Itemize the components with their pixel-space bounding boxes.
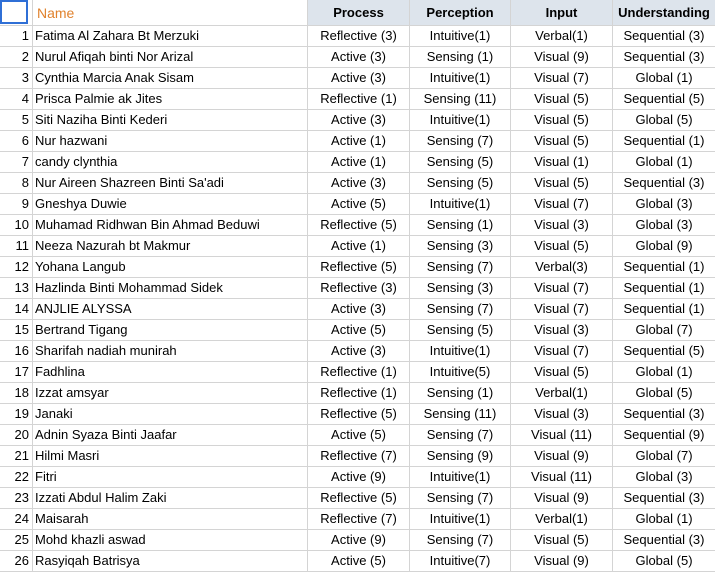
input-cell[interactable]: Visual (5) [511,362,613,383]
input-cell[interactable]: Verbal(1) [511,26,613,47]
process-cell[interactable]: Active (9) [308,467,410,488]
perception-cell[interactable]: Sensing (1) [410,215,511,236]
table-row [0,278,715,299]
table-row [0,530,715,551]
row-number-cell[interactable]: 25 [0,530,33,551]
table-row [0,320,715,341]
perception-cell[interactable]: Sensing (3) [410,278,511,299]
process-cell[interactable]: Reflective (1) [308,383,410,404]
row-number-cell[interactable]: 1 [0,26,33,47]
name-cell[interactable]: Mohd khazli aswad [33,530,308,551]
table-row [0,68,715,89]
understanding-cell[interactable]: Sequential (1) [613,278,715,299]
header-understanding-cell[interactable]: Understanding [613,0,715,26]
perception-cell[interactable]: Sensing (7) [410,530,511,551]
row-number-cell[interactable]: 26 [0,551,33,572]
input-cell[interactable]: Visual (5) [511,110,613,131]
understanding-cell[interactable]: Global (9) [613,236,715,257]
understanding-cell[interactable]: Sequential (5) [613,89,715,110]
row-number-cell[interactable]: 21 [0,446,33,467]
perception-cell[interactable]: Sensing (7) [410,299,511,320]
understanding-cell[interactable]: Sequential (3) [613,173,715,194]
name-cell[interactable]: Fatima Al Zahara Bt Merzuki [33,26,308,47]
input-cell[interactable]: Visual (7) [511,194,613,215]
understanding-cell[interactable]: Global (3) [613,467,715,488]
process-cell[interactable]: Reflective (1) [308,89,410,110]
input-cell[interactable]: Visual (9) [511,47,613,68]
name-cell[interactable]: Yohana Langub [33,257,308,278]
table-row [0,236,715,257]
process-cell[interactable]: Active (3) [308,299,410,320]
understanding-cell[interactable]: Sequential (9) [613,425,715,446]
input-cell[interactable]: Verbal(3) [511,257,613,278]
input-cell[interactable]: Visual (9) [511,488,613,509]
process-cell[interactable]: Active (1) [308,131,410,152]
perception-cell[interactable]: Intuitive(5) [410,362,511,383]
input-cell[interactable]: Visual (3) [511,320,613,341]
table-row [0,404,715,425]
table-row [0,26,715,47]
row-number-cell[interactable]: 14 [0,299,33,320]
row-number-cell[interactable]: 5 [0,110,33,131]
process-cell[interactable]: Reflective (5) [308,488,410,509]
perception-cell[interactable]: Intuitive(1) [410,467,511,488]
row-number-cell[interactable]: 12 [0,257,33,278]
process-cell[interactable]: Active (3) [308,110,410,131]
name-cell[interactable]: Fadhlina [33,362,308,383]
process-cell[interactable]: Active (9) [308,530,410,551]
table-row [0,341,715,362]
input-cell[interactable]: Visual (7) [511,68,613,89]
process-cell[interactable]: Active (1) [308,236,410,257]
row-number-cell[interactable]: 17 [0,362,33,383]
perception-cell[interactable]: Sensing (7) [410,425,511,446]
perception-cell[interactable]: Intuitive(1) [410,194,511,215]
row-number-cell[interactable]: 3 [0,68,33,89]
understanding-cell[interactable]: Global (5) [613,383,715,404]
row-number-cell[interactable]: 22 [0,467,33,488]
table-row [0,509,715,530]
understanding-cell[interactable]: Global (1) [613,152,715,173]
row-number-cell[interactable]: 8 [0,173,33,194]
understanding-cell[interactable]: Global (1) [613,362,715,383]
corner-cell[interactable] [0,0,33,26]
perception-cell[interactable]: Sensing (7) [410,488,511,509]
process-cell[interactable]: Reflective (3) [308,26,410,47]
table-row [0,131,715,152]
process-cell[interactable]: Active (3) [308,47,410,68]
input-cell[interactable]: Visual (5) [511,530,613,551]
header-perception-cell[interactable]: Perception [410,0,511,26]
process-cell[interactable]: Active (1) [308,152,410,173]
table-row [0,467,715,488]
process-cell[interactable]: Reflective (7) [308,446,410,467]
process-cell[interactable]: Reflective (3) [308,278,410,299]
table-body [0,26,715,572]
perception-cell[interactable]: Intuitive(1) [410,26,511,47]
process-cell[interactable]: Reflective (5) [308,215,410,236]
input-cell[interactable]: Visual (9) [511,446,613,467]
perception-cell[interactable]: Sensing (9) [410,446,511,467]
name-cell[interactable]: Prisca Palmie ak Jites [33,89,308,110]
understanding-cell[interactable]: Sequential (3) [613,404,715,425]
header-name-cell[interactable]: Name [33,0,308,26]
row-number-cell[interactable]: 10 [0,215,33,236]
row-number-cell[interactable]: 9 [0,194,33,215]
understanding-cell[interactable]: Sequential (3) [613,47,715,68]
understanding-cell[interactable]: Sequential (1) [613,131,715,152]
row-number-cell[interactable]: 16 [0,341,33,362]
row-number-cell[interactable]: 2 [0,47,33,68]
understanding-cell[interactable]: Global (1) [613,509,715,530]
perception-cell[interactable]: Sensing (1) [410,383,511,404]
name-cell[interactable]: Gneshya Duwie [33,194,308,215]
selected-cell-outline [0,0,28,24]
row-number-cell[interactable]: 4 [0,89,33,110]
input-cell[interactable]: Visual (7) [511,341,613,362]
perception-cell[interactable]: Intuitive(1) [410,341,511,362]
input-cell[interactable]: Visual (5) [511,173,613,194]
table-row [0,362,715,383]
name-cell[interactable]: Izzat amsyar [33,383,308,404]
input-cell[interactable]: Visual (9) [511,551,613,572]
table-row [0,89,715,110]
understanding-cell[interactable]: Sequential (3) [613,530,715,551]
header-row [0,0,715,26]
name-cell[interactable]: Sharifah nadiah munirah [33,341,308,362]
header-process-cell[interactable]: Process [308,0,410,26]
table-row [0,110,715,131]
table-row [0,299,715,320]
name-cell[interactable]: Nurul Afiqah binti Nor Arizal [33,47,308,68]
name-cell[interactable]: Maisarah [33,509,308,530]
row-number-cell[interactable]: 18 [0,383,33,404]
perception-cell[interactable]: Sensing (5) [410,152,511,173]
process-cell[interactable]: Active (5) [308,551,410,572]
process-cell[interactable]: Reflective (7) [308,509,410,530]
perception-cell[interactable]: Intuitive(1) [410,110,511,131]
input-cell[interactable]: Visual (11) [511,467,613,488]
row-number-cell[interactable]: 15 [0,320,33,341]
name-cell[interactable]: Hazlinda Binti Mohammad Sidek [33,278,308,299]
understanding-cell[interactable]: Global (3) [613,194,715,215]
row-number-cell[interactable]: 7 [0,152,33,173]
understanding-cell[interactable]: Sequential (3) [613,488,715,509]
understanding-cell[interactable]: Global (7) [613,320,715,341]
name-cell[interactable]: Bertrand Tigang [33,320,308,341]
understanding-cell[interactable]: Global (7) [613,446,715,467]
name-cell[interactable]: Adnin Syaza Binti Jaafar [33,425,308,446]
perception-cell[interactable]: Sensing (7) [410,131,511,152]
process-cell[interactable]: Active (5) [308,425,410,446]
perception-cell[interactable]: Intuitive(7) [410,551,511,572]
input-cell[interactable]: Visual (7) [511,299,613,320]
name-cell[interactable]: Rasyiqah Batrisya [33,551,308,572]
perception-cell[interactable]: Sensing (5) [410,173,511,194]
understanding-cell[interactable]: Global (5) [613,110,715,131]
name-cell[interactable]: Neeza Nazurah bt Makmur [33,236,308,257]
understanding-cell[interactable]: Sequential (1) [613,299,715,320]
input-cell[interactable]: Visual (5) [511,131,613,152]
perception-cell[interactable]: Sensing (3) [410,236,511,257]
understanding-cell[interactable]: Global (1) [613,68,715,89]
process-cell[interactable]: Active (3) [308,341,410,362]
table-row [0,425,715,446]
process-cell[interactable]: Reflective (5) [308,257,410,278]
perception-cell[interactable]: Sensing (1) [410,47,511,68]
header-input-cell[interactable]: Input [511,0,613,26]
process-cell[interactable]: Active (5) [308,320,410,341]
name-cell[interactable]: Muhamad Ridhwan Bin Ahmad Beduwi [33,215,308,236]
input-cell[interactable]: Visual (5) [511,236,613,257]
table-row [0,383,715,404]
name-cell[interactable]: Hilmi Masri [33,446,308,467]
row-number-cell[interactable]: 11 [0,236,33,257]
name-cell[interactable]: Nur hazwani [33,131,308,152]
row-number-cell[interactable]: 20 [0,425,33,446]
understanding-cell[interactable]: Sequential (1) [613,257,715,278]
table-row [0,488,715,509]
input-cell[interactable]: Verbal(1) [511,509,613,530]
perception-cell[interactable]: Sensing (7) [410,257,511,278]
perception-cell[interactable]: Sensing (11) [410,89,511,110]
row-number-cell[interactable]: 13 [0,278,33,299]
row-number-cell[interactable]: 24 [0,509,33,530]
name-cell[interactable]: Fitri [33,467,308,488]
name-cell[interactable]: candy clynthia [33,152,308,173]
input-cell[interactable]: Visual (7) [511,278,613,299]
perception-cell[interactable]: Sensing (5) [410,320,511,341]
input-cell[interactable]: Visual (3) [511,215,613,236]
understanding-cell[interactable]: Sequential (5) [613,341,715,362]
perception-cell[interactable]: Intuitive(1) [410,68,511,89]
table-row [0,173,715,194]
process-cell[interactable]: Active (5) [308,194,410,215]
row-number-cell[interactable]: 6 [0,131,33,152]
input-cell[interactable]: Visual (1) [511,152,613,173]
row-number-cell[interactable]: 23 [0,488,33,509]
process-cell[interactable]: Active (3) [308,68,410,89]
name-cell[interactable]: Izzati Abdul Halim Zaki [33,488,308,509]
understanding-cell[interactable]: Global (3) [613,215,715,236]
perception-cell[interactable]: Intuitive(1) [410,509,511,530]
name-cell[interactable]: Janaki [33,404,308,425]
understanding-cell[interactable]: Sequential (3) [613,26,715,47]
name-cell[interactable]: Cynthia Marcia Anak Sisam [33,68,308,89]
understanding-cell[interactable]: Global (5) [613,551,715,572]
table-row [0,47,715,68]
perception-cell[interactable]: Sensing (11) [410,404,511,425]
row-number-cell[interactable]: 19 [0,404,33,425]
name-cell[interactable]: ANJLIE ALYSSA [33,299,308,320]
input-cell[interactable]: Verbal(1) [511,383,613,404]
process-cell[interactable]: Active (3) [308,173,410,194]
process-cell[interactable]: Reflective (5) [308,404,410,425]
table-row [0,215,715,236]
table-row [0,257,715,278]
table-row [0,194,715,215]
table-row [0,446,715,467]
name-cell[interactable]: Siti Naziha Binti Kederi [33,110,308,131]
input-cell[interactable]: Visual (3) [511,404,613,425]
name-cell[interactable]: Nur Aireen Shazreen Binti Sa'adi [33,173,308,194]
input-cell[interactable]: Visual (11) [511,425,613,446]
process-cell[interactable]: Reflective (1) [308,362,410,383]
input-cell[interactable]: Visual (5) [511,89,613,110]
table-row [0,152,715,173]
